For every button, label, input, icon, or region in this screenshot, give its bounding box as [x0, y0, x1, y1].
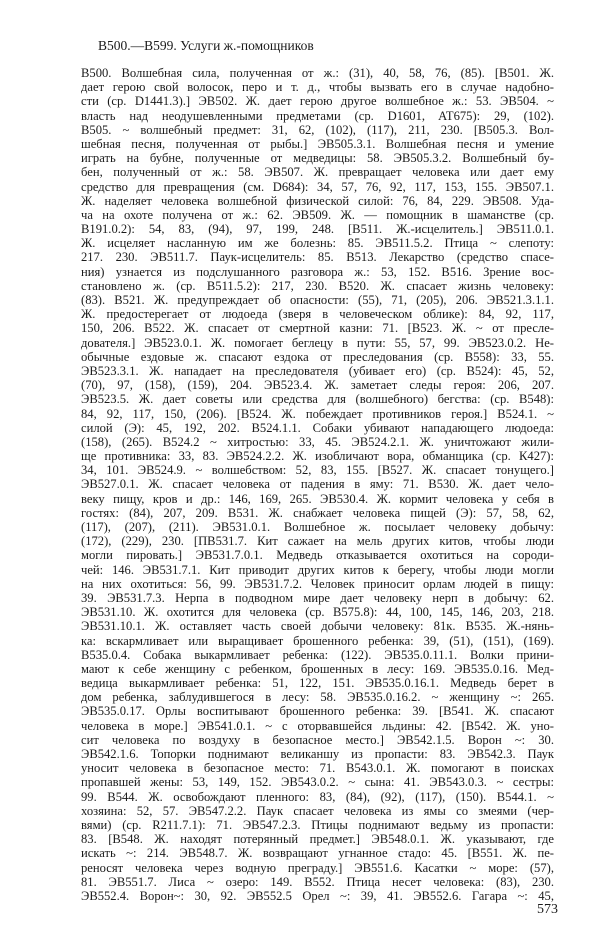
text-line: Ж. наделяет человека волшебной физической силой: 76, 84, 229. ЭВ508. Уда- [81, 193, 554, 208]
text-line: уносит человека в безопасное место: 71. В543.0.1. Ж. помогают в поисках [81, 761, 554, 776]
text-line: силой (Э): 45, 192, 202. В524.1.1. Собаки убивают нападающего людоеда: [81, 420, 554, 435]
text-line: дает герою свой волосок, перо и т. д., чтобы вызвать его в случае надобно- [81, 80, 554, 95]
text-line: ЭВ523.3.1. Ж. нападает на преследователя (убивает его) (ср. В524): 45, 52, [81, 363, 554, 378]
running-header: В500.—В599. Услуги ж.-помощников [98, 38, 314, 53]
text-line: ча на охоте получена от ж.: 62. ЭВ509. Ж. — помощник в шаманстве (ср. [81, 207, 554, 222]
text-line: реносят человека через водную преграду.] ЭВ551.6. Касатки ~ море: (57), [81, 860, 554, 875]
text-line: (158), (265). В524.2 ~ хитростью: 33, 45. ЭВ524.2.1. Ж. уничтожают жили- [81, 434, 554, 449]
text-line: пропавшей жены: 53, 149, 152. ЭВ543.0.2. ~ сына: 41. ЭВ543.0.3. ~ сестры: [81, 775, 554, 790]
body-text [81, 66, 554, 903]
text-line: (117), (207), (211). ЭВ531.0.1. Волшебное ж. посылает человеку добычу: [81, 520, 554, 534]
text-line: Ж. исцеляет насланную им же болезнь: 85. ЭВ511.5.2. Птица ~ слепоту: [81, 236, 554, 251]
text-line: (172), (229), 230. [ПВ531.7. Кит сажает на мель других китов, чтобы люди [81, 534, 554, 549]
text-line: становлено ж. (ср. В511.5.2): 217, 230. В520. Ж. спасает жизнь человеку: [81, 278, 554, 293]
text-line: В535.0.4. Собака выкармливает ребенка: (122). ЭВ535.0.11.1. Волки прини- [81, 647, 554, 662]
text-line: (83). В521. Ж. предупреждает об опасности: (55), 71, (205), 206. ЭВ521.3.1.1. [81, 293, 554, 307]
text-line: В505. ~ волшебный предмет: 31, 62, (102), (117), 211, 230. [В505.3. Вол- [81, 122, 554, 137]
text-line: мают к себе женщину с ребенком, брошенных в лесу: 169. ЭВ535.0.16. Мед- [81, 661, 554, 676]
text-line: В191.0.2): 54, 83, (94), 97, 199, 248. [В511. Ж.-исцелитель.] ЭВ511.0.1. [81, 222, 554, 237]
text-line: веку пищу, кров и др.: 146, 169, 265. ЭВ530.4. Ж. кормит человека у себя в [81, 491, 554, 506]
text-line: 81. ЭВ551.7. Лиса ~ озеро: 149. В552. Птица несет человека: (83), 230. [81, 874, 554, 889]
text-line: ЭВ552.4. Ворон~: 30, 92. ЭВ552.5 Орел ~: 39, 41. ЭВ552.6. Гагара ~: 45, [81, 888, 554, 903]
text-line: 39. ЭВ531.7.3. Нерпа в подводном мире дает человеку нерп в добычу: 62. [81, 590, 554, 605]
text-line: ния) узнается из подслушанного разговора ж.: 53, 152. В516. Зрение вос- [81, 264, 554, 279]
text-line: ЭВ527.0.1. Ж. спасает человека от падения в яму: 71. В530. Ж. дает чело- [81, 477, 554, 492]
text-line: вями) (ср. R211.7.1): 71. ЭВ547.2.3. Птицы поднимают ведьму из пропасти: [81, 817, 554, 832]
text-line: 84, 92, 117, 150, (206). [В524. Ж. побеждает противников героя.] В524.1. ~ [81, 406, 554, 421]
page-number: 573 [537, 902, 558, 917]
text-line: чей: 146. ЭВ531.7.1. Кит приводит других китов к берегу, чтобы люди могли [81, 562, 554, 577]
text-line: 99. В544. Ж. освобождают пленного: 83, (84), (92), (117), (150). В544.1. ~ [81, 789, 554, 804]
text-line: 83. [В548. Ж. находят потерянный предмет.] ЭВ548.0.1. Ж. указывают, где [81, 832, 554, 847]
text-line: 34, 101. ЭВ524.9. ~ волшебством: 52, 83, 155. [В527. Ж. спасает тонущего.] [81, 463, 554, 478]
text-line: Ж. предостерегает от людоеда (зверя в человеческом облике): 84, 92, 117, [81, 307, 554, 322]
text-line: сит человека по воздуху в безопасное место.] ЭВ542.1.5. Ворон ~: 30. [81, 732, 554, 747]
text-line: сти (ср. D1441.3).] ЭВ502. Ж. дает герою другое волшебное ж.: 53. ЭВ504. ~ [81, 94, 554, 109]
text-line: человека в море.] ЭВ541.0.1. ~ с оторвавшейся льдины: 42. [В542. Ж. уно- [81, 718, 554, 733]
text-line: играть на бубне, полученные от медведицы: 58. ЭВ505.3.2. Волшебный бу- [81, 151, 554, 166]
text-line: власть над неодушевленными предметами (ср. D1601, AT675): 29, (102). [81, 108, 554, 123]
text-line: ЭВ542.1.6. Топорки поднимают великаншу из пропасти: 83. ЭВ542.3. Паук [81, 747, 554, 761]
text-line: (70), 97, (158), (159), 204. ЭВ523.4. Ж. заметает следы героя: 206, 207. [81, 378, 554, 393]
text-line: обычные ездовые ж. спасают ездока от преследования (ср. В558): 33, 55. [81, 349, 554, 364]
text-line: 150, 206. В522. Ж. спасает от смертной казни: 71. [В523. Ж. ~ от пресле- [81, 321, 554, 336]
text-line: ще противника: 33, 83. ЭВ524.2.2. Ж. изобличают вора, обманщика (ср. К427): [81, 449, 554, 464]
text-line: средство для превращения (см. D684): 34, 57, 76, 92, 117, 153, 155. ЭВ507.1. [81, 179, 554, 194]
text-line: ЭВ523.5. Ж. дает советы или средства для (волшебного) бегства: (ср. В548): [81, 392, 554, 407]
text-line: В500. Волшебная сила, полученная от ж.: (31), 40, 58, 76, (85). [В501. Ж. [81, 66, 554, 80]
text-line: ЭВ531.10.1. Ж. оставляет часть своей добычи человеку: 81к. В535. Ж.-нянь- [81, 619, 554, 634]
text-line: ка: вскармливает или выращивает брошенного ребенка: 39, (51), (151), (169). [81, 633, 554, 648]
text-line: дом ребенка, заблудившегося в лесу: 58. ЭВ535.0.16.2. ~ женщину ~: 265. [81, 690, 554, 705]
text-line: шебная песня, полученная от рыбы.] ЭВ505.3.1. Волшебная песня и умение [81, 136, 554, 151]
text-line: гостях: (84), 207, 209. В531. Ж. снабжает человека пищей (Э): 57, 58, 62, [81, 505, 554, 520]
text-line: дователя.] ЭВ523.0.1. Ж. помогает беглецу в пути: 55, 57, 99. ЭВ523.0.2. Не- [81, 335, 554, 350]
text-line: ведица выкармливает ребенка: 51, 122, 151. ЭВ535.0.16.1. Медведь берет в [81, 676, 554, 691]
text-line: бен, полученный от ж.: 58. ЭВ507. Ж. превращает человека или дает ему [81, 165, 554, 180]
text-line: искать ~: 214. ЭВ548.7. Ж. возвращают угнанное стадо: 45. [В551. Ж. пе- [81, 846, 554, 861]
text-line: на них охотиться: 56, 99. ЭВ531.7.2. Человек приносит орлам людей в пищу: [81, 576, 554, 591]
text-line: ЭВ535.0.17. Орлы воспитывают брошенного ребенка: 39. [В541. Ж. спасают [81, 704, 554, 719]
text-line: хозяина: 52, 57. ЭВ547.2.2. Паук спасает человека из ямы со змеями (чер- [81, 803, 554, 818]
text-line: 217. 230. ЭВ511.7. Паук-исцелитель: 85. В513. Лекарство (средство спасе- [81, 250, 554, 265]
text-line: ЭВ531.10. Ж. охотится для человека (ср. В575.8): 44, 100, 145, 146, 203, 218. [81, 605, 554, 620]
text-line: могли пировать.] ЭВ531.7.0.1. Медведь отказывается охотиться на сороди- [81, 548, 554, 563]
